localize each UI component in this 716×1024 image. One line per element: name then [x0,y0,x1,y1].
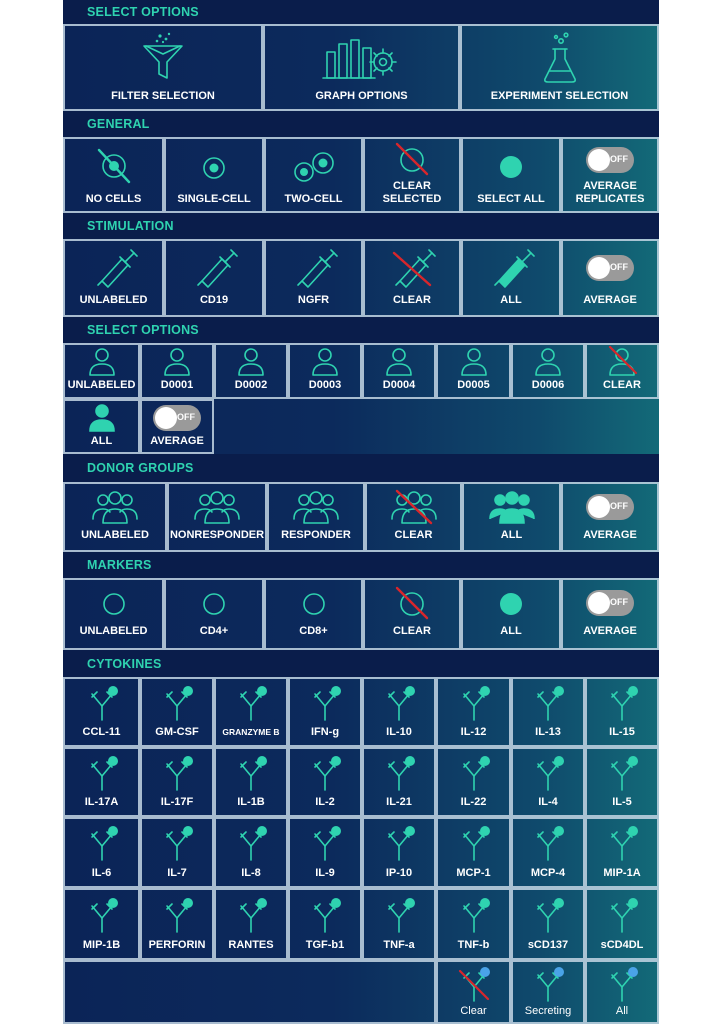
cytokine-label: IL-5 [612,796,632,808]
antibody-icon [231,819,271,867]
cytokine-il-22-button[interactable] [436,747,511,817]
option-label: UNLABELED [81,529,149,541]
toggle-state-label: OFF [610,500,628,511]
donors-row [63,343,659,399]
cytokine-label: IL-2 [315,796,335,808]
toggle-state-label: OFF [610,596,628,607]
cytokine-label: GRANZYME B [222,727,280,737]
option-label: AVERAGE [150,435,204,447]
toggle-knob [588,149,610,171]
circle-icon [289,580,339,625]
average-button[interactable] [561,578,659,650]
cytokine-label: RANTES [228,939,274,951]
cytokine-tnf-a-button[interactable] [362,888,436,960]
cd8-button[interactable] [264,578,363,650]
d0002-button[interactable] [214,343,288,399]
antibody-icon [602,679,642,726]
d0001-button[interactable] [140,343,214,399]
two-cell-icon [284,139,344,193]
cytokine-label: TNF-a [383,939,415,951]
antibody-icon [157,890,197,939]
cytokine-il-12-button[interactable] [436,677,511,747]
option-label: CLEAR [603,379,641,391]
option-label: FILTER SELECTION [111,90,215,102]
cytokine-ccl-11-button[interactable] [63,677,140,747]
nonresponder-button[interactable] [167,482,267,552]
cytokine-il-5-button[interactable] [585,747,659,817]
option-label: NO CELLS [85,193,142,205]
option-label: NONRESPONDER [169,529,265,541]
antibody-icon [157,679,197,726]
option-label: RESPONDER [281,529,351,541]
toggle-state-label: OFF [610,153,628,164]
experiment-selection-button[interactable] [460,24,659,111]
circle-icon [89,580,139,625]
cytokine-label: IL-4 [538,796,558,808]
option-label: D0001 [160,379,194,391]
option-label: D0002 [234,379,268,391]
group-icon [289,484,343,529]
antibody-icon [528,819,568,867]
antibody-icon [454,749,494,796]
cytokine-mcp-1-button[interactable] [436,817,511,888]
cytokine-action-label: Clear [460,1005,487,1017]
person-icon [454,345,494,379]
person-icon [82,345,122,379]
ngfr-button[interactable] [264,239,363,317]
option-label: CD19 [199,294,229,306]
cytokine-label: IL-6 [91,867,112,879]
option-label: SINGLE-CELL [177,193,251,205]
cytokine-mcp-4-button[interactable] [511,817,585,888]
option-label: D0006 [531,379,565,391]
option-label: UNLABELED [67,379,136,391]
section-header-markers: MARKERS [63,552,659,578]
cytokine-il-21-button[interactable] [362,747,436,817]
option-label: TWO-CELL [284,193,343,205]
antibody-icon [528,749,568,796]
d0003-button[interactable] [288,343,362,399]
option-label: D0003 [308,379,342,391]
single-cell-button[interactable] [164,137,264,213]
d0005-button[interactable] [436,343,511,399]
cytokine-label: IL-9 [315,867,335,879]
person-icon [231,345,271,379]
cytokine-ifn-g-button[interactable] [288,677,362,747]
section-header-select-options-donors: SELECT OPTIONS [63,317,659,343]
antibody-icon [82,749,122,796]
average-button[interactable] [561,482,659,552]
option-label: ALL [500,625,522,637]
option-label: CLEAR SELECTED [382,180,442,205]
antibody-icon [454,890,494,939]
two-cell-button[interactable] [264,137,363,213]
donor-groups-row [63,482,659,552]
cd4-button[interactable] [164,578,264,650]
antibody-icon [82,819,122,867]
cytokine-label: MIP-1A [603,867,641,879]
d0006-button[interactable] [511,343,585,399]
cytokine-label: GM-CSF [155,726,199,738]
cytokine-il-17a-button[interactable] [63,747,140,817]
average-toggle[interactable] [586,147,634,173]
option-label: D0005 [457,379,490,391]
clear-circle-icon [387,138,437,180]
cytokine-il-17f-button[interactable] [140,747,214,817]
option-label: CD8+ [299,625,328,637]
antibody-icon [305,819,345,867]
cytokine-label: IL-10 [386,726,412,738]
antibody-icon [379,819,419,867]
antibody-icon [305,890,345,939]
average-toggle[interactable] [586,590,634,616]
empty-cell [63,960,436,1024]
cytokine-secreting-button[interactable] [511,960,585,1024]
antibody-icon [379,890,419,939]
syringe-icon [286,241,342,294]
cytokine-all-button[interactable] [585,960,659,1024]
cytokine-label: IL-15 [609,726,635,738]
single-cell-icon [189,139,239,193]
antibody-blue-icon [528,962,568,1005]
section-header-select-options: SELECT OPTIONS [63,0,659,24]
markers-row [63,578,659,650]
cytokine-ip-10-button[interactable] [362,817,436,888]
average-toggle[interactable] [153,405,201,431]
cytokine-il-4-button[interactable] [511,747,585,817]
antibody-icon [231,890,271,939]
filter-selection-button[interactable] [63,24,263,111]
top-options-row [63,24,659,111]
cytokine-label: IL-17A [84,796,119,808]
filled-circle-icon [486,139,536,193]
option-label: ALL [500,529,523,541]
option-label: ALL [500,294,522,306]
cytokine-rantes-button[interactable] [214,888,288,960]
cytokine-il-10-button[interactable] [362,677,436,747]
antibody-icon [157,819,197,867]
all-button[interactable] [461,239,561,317]
cytokines-grid [63,677,659,1024]
section-header-cytokines: CYTOKINES [63,650,659,677]
all-button[interactable] [462,482,561,552]
average-replicates-button[interactable] [561,137,659,213]
option-label: AVERAGE [583,294,637,306]
cytokine-perforin-button[interactable] [140,888,214,960]
syringe-clear-icon [384,241,440,294]
cytokine-label: CCL-11 [82,726,121,738]
cytokine-label: IL-13 [535,726,561,738]
cytokine-label: sCD137 [527,939,569,951]
unlabeled-button[interactable] [63,239,164,317]
cytokine-il-6-button[interactable] [63,817,140,888]
person-icon [305,345,345,379]
cytokine-label: IL-21 [386,796,412,808]
group-filled-icon [485,484,539,529]
all-button[interactable] [63,399,140,454]
antibody-icon [305,749,345,796]
cytokine-il-1b-button[interactable] [214,747,288,817]
antibody-clear-icon [454,962,494,1005]
filled-circle-icon [486,580,536,625]
options-panel [63,0,659,1024]
cytokine-clear-button[interactable] [436,960,511,1024]
antibody-icon [528,890,568,939]
circle-icon [189,580,239,625]
no-cells-button[interactable] [63,137,164,213]
group-icon [88,484,142,529]
antibody-icon [231,679,271,726]
responder-button[interactable] [267,482,365,552]
cytokine-granzyme-b-button[interactable] [214,677,288,747]
toggle-knob [155,407,177,429]
cytokine-tnf-b-button[interactable] [436,888,511,960]
cytokine-il-8-button[interactable] [214,817,288,888]
bar-chart-gear-icon [319,26,405,90]
flask-icon [540,26,580,90]
option-label: UNLABELED [79,294,148,306]
cytokine-il-2-button[interactable] [288,747,362,817]
cell-crossed-icon [89,139,139,193]
cytokine-label: TNF-b [457,939,490,951]
general-row [63,137,659,213]
option-label: ALL [90,435,113,447]
cytokine-scd137-button[interactable] [511,888,585,960]
cytokine-label: MIP-1B [82,939,121,951]
antibody-icon [379,679,419,726]
graph-options-button[interactable] [263,24,460,111]
cytokine-mip-1a-button[interactable] [585,817,659,888]
option-label: GRAPH OPTIONS [315,90,408,102]
cytokine-il-13-button[interactable] [511,677,585,747]
unlabeled-button[interactable] [63,343,140,399]
toggle-state-label: OFF [177,412,195,422]
syringe-icon [186,241,242,294]
all-button[interactable] [461,578,561,650]
clear-button[interactable] [363,239,461,317]
cytokine-label: MCP-4 [530,867,566,879]
section-header-donor-groups: DONOR GROUPS [63,454,659,482]
cytokine-action-label: Secreting [524,1005,572,1017]
antibody-icon [602,819,642,867]
option-label: D0004 [382,379,416,391]
cytokine-label: IL-1B [237,796,265,808]
group-clear-icon [387,484,441,529]
option-label: UNLABELED [79,625,148,637]
person-clear-icon [602,345,642,379]
cytokine-label: IL-8 [241,867,261,879]
clear-button[interactable] [365,482,462,552]
cytokine-label: MCP-1 [456,867,491,879]
person-icon [528,345,568,379]
option-label: EXPERIMENT SELECTION [490,90,629,102]
cytokine-label: TGF-b1 [305,939,345,951]
section-header-general: GENERAL [63,111,659,137]
cytokine-label: PERFORIN [148,939,206,951]
cytokine-label: IP-10 [385,867,413,879]
clear-circle-icon [387,580,437,625]
option-label: CLEAR [394,529,433,541]
cytokine-il-9-button[interactable] [288,817,362,888]
option-label: NGFR [297,294,330,306]
toggle-knob [588,496,610,518]
option-label: AVERAGE REPLICATES [575,180,645,205]
group-icon [190,484,244,529]
cytokine-il-7-button[interactable] [140,817,214,888]
select-all-button[interactable] [461,137,561,213]
average-toggle[interactable] [586,255,634,281]
toggle-knob [588,257,610,279]
average-button[interactable] [140,399,214,454]
syringe-filled-icon [483,241,539,294]
clear-selected-button[interactable] [363,137,461,213]
average-button[interactable] [561,239,659,317]
cytokine-mip-1b-button[interactable] [63,888,140,960]
antibody-icon [305,679,345,726]
antibody-icon [602,890,642,939]
toggle-state-label: OFF [610,261,628,272]
donors-row-2 [63,399,659,454]
option-label: SELECT ALL [477,193,545,205]
cytokine-action-label: All [615,1005,629,1017]
toggle-knob [588,592,610,614]
person-icon [379,345,419,379]
d0004-button[interactable] [362,343,436,399]
antibody-icon [528,679,568,726]
option-label: CD4+ [199,625,229,637]
average-toggle[interactable] [586,494,634,520]
antibody-icon [602,749,642,796]
unlabeled-button[interactable] [63,578,164,650]
cytokine-label: IL-22 [460,796,487,808]
cytokine-label: sCD4DL [600,939,644,951]
option-label: CLEAR [393,294,431,306]
antibody-blue-icon [602,962,642,1005]
antibody-icon [157,749,197,796]
option-label: AVERAGE [583,625,637,637]
cytokine-tgf-b1-button[interactable] [288,888,362,960]
antibody-icon [454,819,494,867]
option-label: AVERAGE [583,529,637,541]
antibody-icon [82,890,122,939]
cytokine-scd4dl-button[interactable] [585,888,659,960]
funnel-icon [138,26,188,90]
cytokine-label: IL-17F [160,796,194,808]
antibody-icon [379,749,419,796]
option-label: CLEAR [393,625,431,637]
person-filled-icon [82,401,122,435]
antibody-icon [231,749,271,796]
antibody-icon [454,679,494,726]
antibody-icon [82,679,122,726]
person-icon [157,345,197,379]
cytokine-il-15-button[interactable] [585,677,659,747]
stimulation-row [63,239,659,317]
clear-button[interactable] [585,343,659,399]
section-header-stimulation: STIMULATION [63,213,659,239]
unlabeled-button[interactable] [63,482,167,552]
cytokine-label: IFN-g [310,726,340,738]
cytokine-gm-csf-button[interactable] [140,677,214,747]
cytokine-label: IL-7 [167,867,187,879]
cd19-button[interactable] [164,239,264,317]
clear-button[interactable] [363,578,461,650]
cytokine-label: IL-12 [460,726,487,738]
syringe-icon [86,241,142,294]
